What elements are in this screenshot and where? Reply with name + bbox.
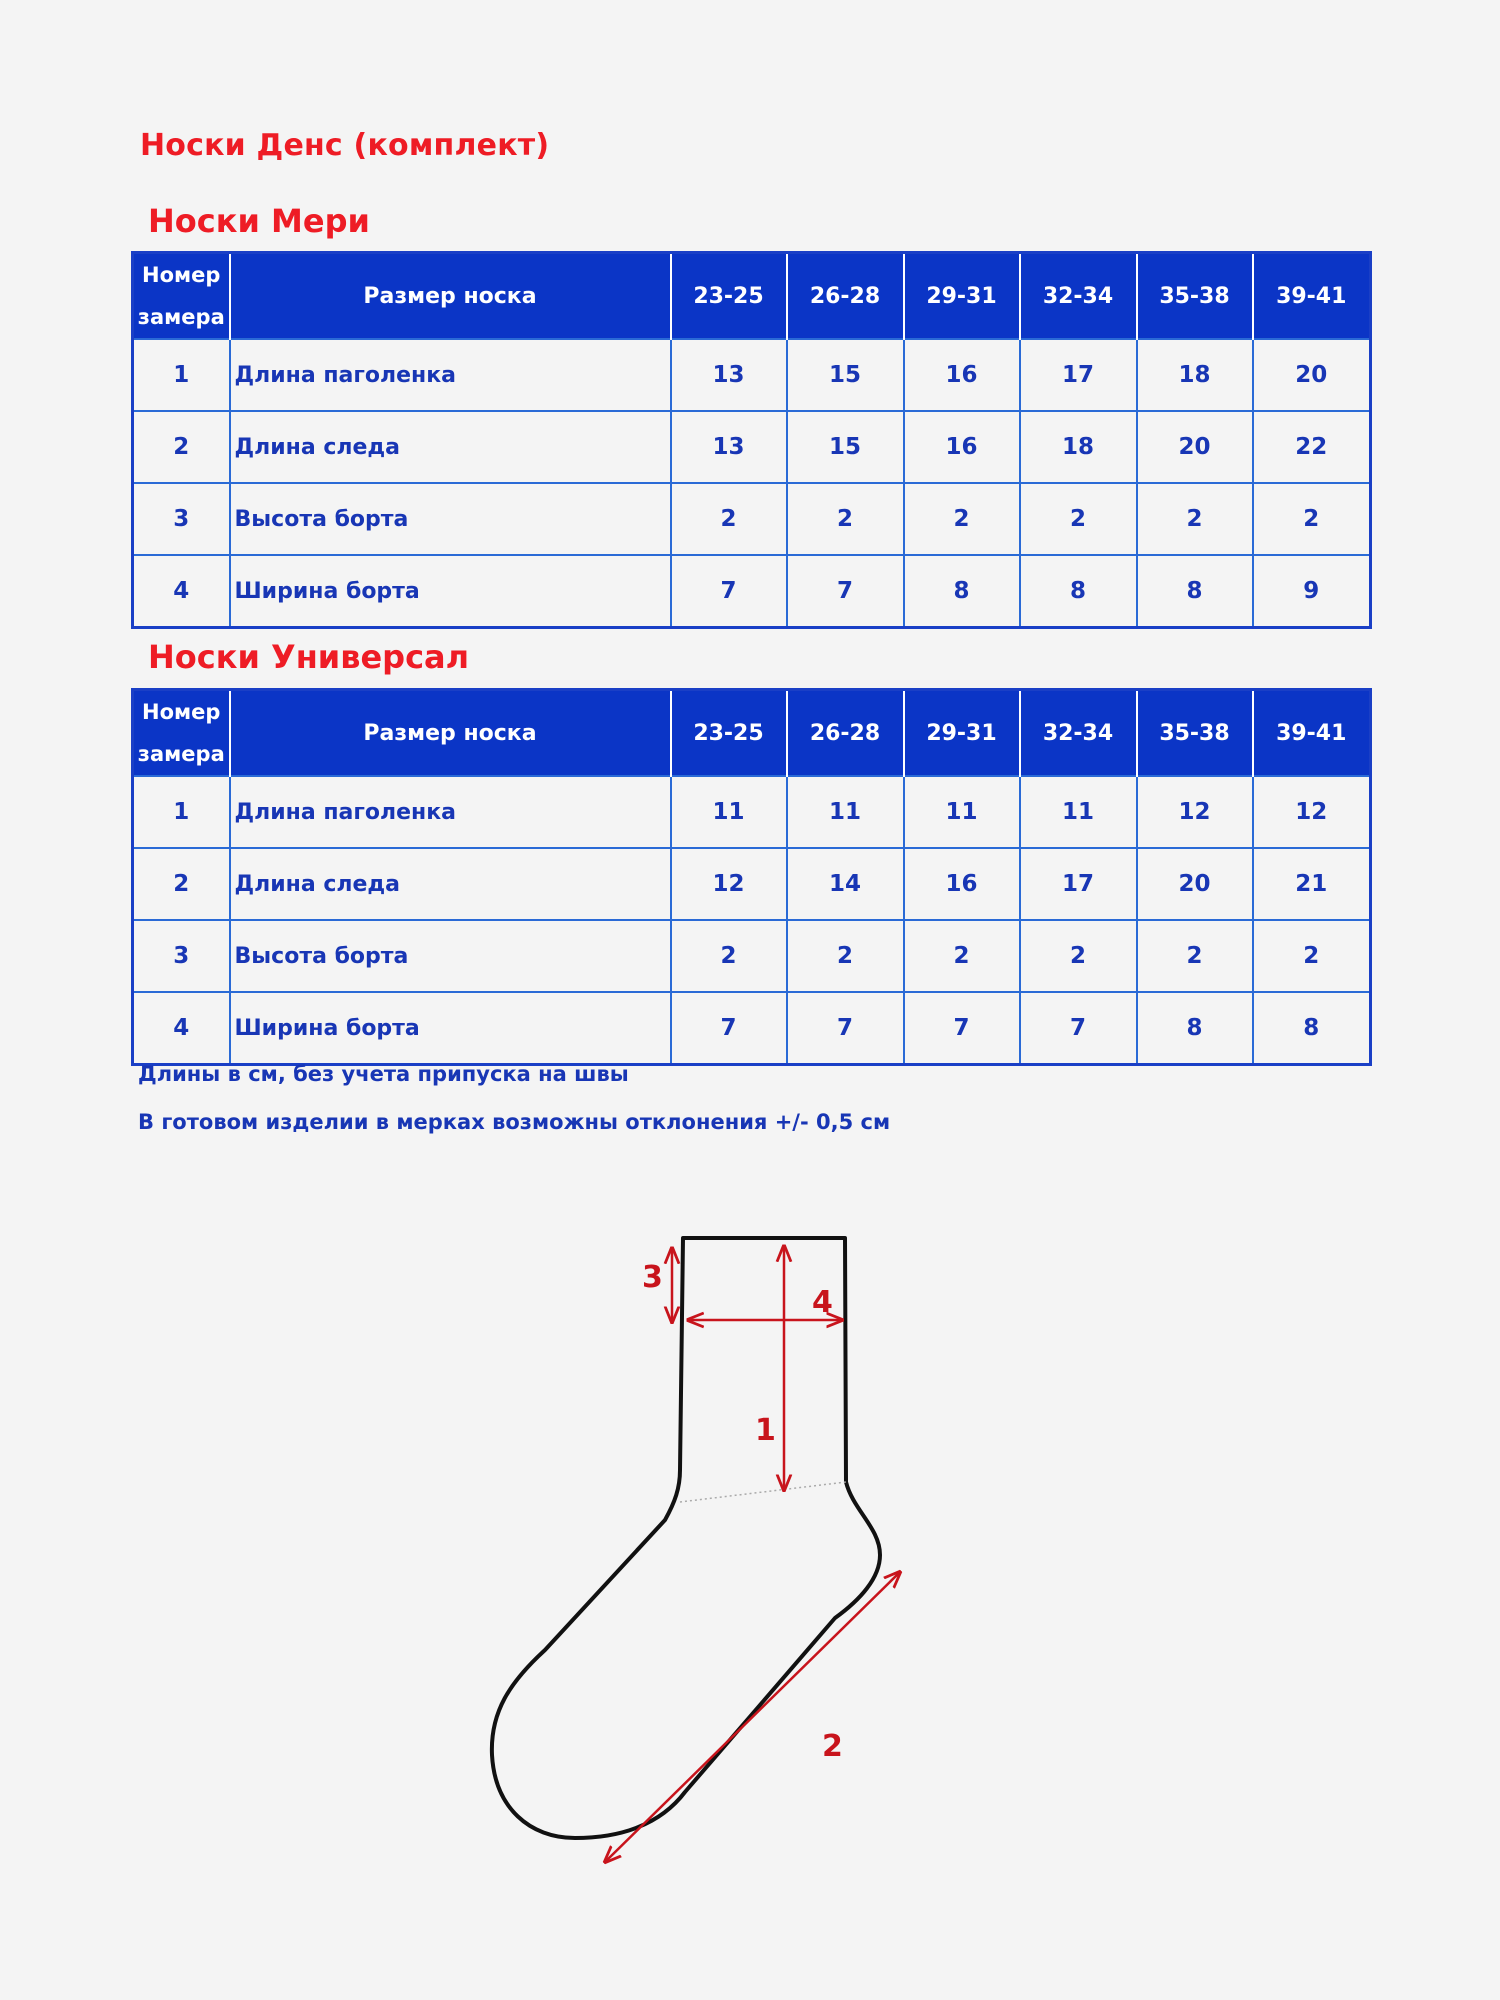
measure-value: 2: [1020, 920, 1137, 992]
measure-value: 2: [671, 920, 787, 992]
measure-name: Ширина борта: [230, 555, 671, 628]
measure-value: 18: [1137, 339, 1253, 411]
measure-number: 2: [133, 411, 230, 483]
measure-name: Высота борта: [230, 483, 671, 555]
header-measure-number: Номер замера: [133, 690, 230, 777]
measure-number: 3: [133, 483, 230, 555]
header-size: 29-31: [904, 690, 1020, 777]
measure-value: 7: [787, 992, 904, 1065]
measure-value: 21: [1253, 848, 1371, 920]
measure-name: Высота борта: [230, 920, 671, 992]
header-size: 32-34: [1020, 253, 1137, 340]
header-size: 35-38: [1137, 690, 1253, 777]
table-header-row: [133, 690, 1371, 777]
measure-number: 1: [133, 776, 230, 848]
size-table-meri: [131, 251, 1372, 629]
size-table-universal: [131, 688, 1372, 1066]
table-row: [133, 555, 1371, 628]
measure-value: 11: [904, 776, 1020, 848]
measure-number: 4: [133, 555, 230, 628]
header-size: 39-41: [1253, 253, 1371, 340]
measure-value: 2: [787, 920, 904, 992]
header-sock-size: Размер носка: [230, 690, 671, 777]
header-size: 26-28: [787, 253, 904, 340]
measure-value: 14: [787, 848, 904, 920]
label-2: 2: [822, 1729, 843, 1764]
table-row: [133, 411, 1371, 483]
measure-value: 7: [671, 992, 787, 1065]
header-size: 23-25: [671, 690, 787, 777]
note-tolerance: В готовом изделии в мерках возможны отклонения +/- 0,5 см: [138, 1110, 891, 1134]
measure-value: 11: [1020, 776, 1137, 848]
measure-name: Длина паголенка: [230, 339, 671, 411]
measure-value: 8: [904, 555, 1020, 628]
table-row: [133, 483, 1371, 555]
measure-value: 13: [671, 339, 787, 411]
measure-value: 17: [1020, 848, 1137, 920]
measure-value: 2: [1253, 920, 1371, 992]
measure-value: 7: [904, 992, 1020, 1065]
header-size: 23-25: [671, 253, 787, 340]
measure-value: 8: [1137, 555, 1253, 628]
note-units: Длины в см, без учета припуска на швы: [138, 1062, 629, 1086]
measure-number: 4: [133, 992, 230, 1065]
table-title-meri: Носки Мери: [148, 202, 370, 240]
table-row: [133, 776, 1371, 848]
arrow-foot-length: [605, 1572, 900, 1862]
table-title-universal: Носки Универсал: [148, 638, 470, 676]
measure-number: 3: [133, 920, 230, 992]
measure-value: 13: [671, 411, 787, 483]
measure-value: 15: [787, 411, 904, 483]
measure-value: 16: [904, 848, 1020, 920]
header-sock-size: Размер носка: [230, 253, 671, 340]
measure-value: 11: [787, 776, 904, 848]
measure-value: 11: [671, 776, 787, 848]
header-size: 39-41: [1253, 690, 1371, 777]
measure-name: Ширина борта: [230, 992, 671, 1065]
label-4: 4: [812, 1285, 833, 1320]
measure-value: 18: [1020, 411, 1137, 483]
header-measure-number: Номер замера: [133, 253, 230, 340]
measure-value: 22: [1253, 411, 1371, 483]
measure-value: 15: [787, 339, 904, 411]
measure-name: Длина паголенка: [230, 776, 671, 848]
header-size: 29-31: [904, 253, 1020, 340]
ankle-line: [680, 1482, 846, 1502]
page-title: Носки Денс (комплект): [140, 128, 550, 163]
header-size: 26-28: [787, 690, 904, 777]
measure-value: 7: [1020, 992, 1137, 1065]
measure-value: 8: [1137, 992, 1253, 1065]
measure-number: 2: [133, 848, 230, 920]
measure-value: 2: [1137, 920, 1253, 992]
table-row: [133, 920, 1371, 992]
measure-value: 16: [904, 339, 1020, 411]
measure-value: 2: [671, 483, 787, 555]
measure-value: 2: [904, 920, 1020, 992]
measure-value: 12: [1253, 776, 1371, 848]
measure-value: 2: [1253, 483, 1371, 555]
table-row: [133, 992, 1371, 1065]
header-size: 35-38: [1137, 253, 1253, 340]
measure-value: 7: [787, 555, 904, 628]
measure-value: 2: [904, 483, 1020, 555]
measure-value: 8: [1020, 555, 1137, 628]
table-row: [133, 339, 1371, 411]
measure-value: 2: [1137, 483, 1253, 555]
measure-value: 20: [1137, 848, 1253, 920]
measure-number: 1: [133, 339, 230, 411]
measure-value: 12: [1137, 776, 1253, 848]
table-header-row: [133, 253, 1371, 340]
header-size: 32-34: [1020, 690, 1137, 777]
measure-name: Длина следа: [230, 848, 671, 920]
label-1: 1: [755, 1413, 776, 1448]
sock-diagram: [480, 1220, 920, 1880]
measure-value: 17: [1020, 339, 1137, 411]
measure-name: Длина следа: [230, 411, 671, 483]
measure-value: 2: [787, 483, 904, 555]
measure-value: 8: [1253, 992, 1371, 1065]
measure-value: 16: [904, 411, 1020, 483]
table-row: [133, 848, 1371, 920]
measure-value: 7: [671, 555, 787, 628]
measure-value: 20: [1137, 411, 1253, 483]
measure-value: 20: [1253, 339, 1371, 411]
measure-value: 2: [1020, 483, 1137, 555]
measure-value: 12: [671, 848, 787, 920]
measure-value: 9: [1253, 555, 1371, 628]
label-3: 3: [642, 1260, 663, 1295]
